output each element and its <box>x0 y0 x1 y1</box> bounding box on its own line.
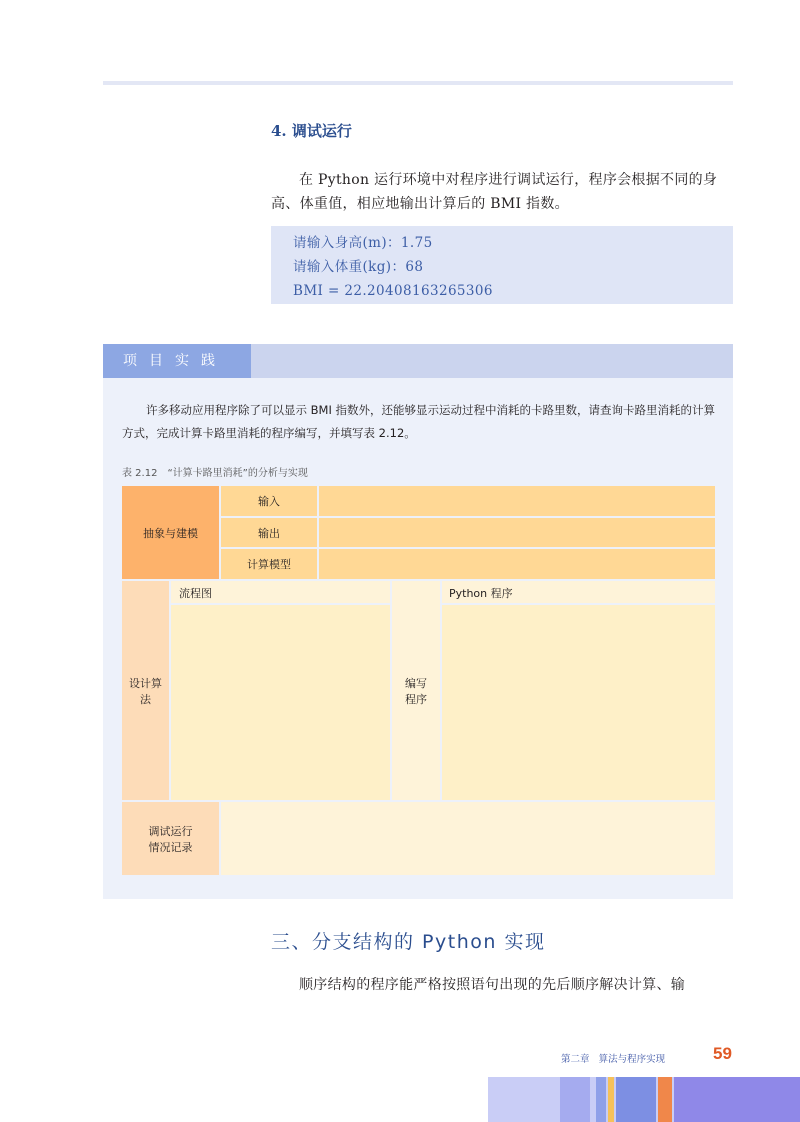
cell-debug-record-area[interactable] <box>221 802 715 875</box>
footer-band-stripe <box>616 1077 656 1122</box>
cell-model-value[interactable] <box>319 549 715 579</box>
footer-chapter <box>561 1051 665 1065</box>
cell-input-label: 输入 <box>221 486 317 516</box>
cell-abstract-modeling: 抽象与建模 <box>122 486 219 579</box>
table-caption-number: 表 2.12 <box>122 468 158 479</box>
project-header-bar <box>103 344 733 378</box>
footer-chapter-number: 第二章 <box>561 1054 590 1065</box>
footer-band-stripe <box>608 1077 614 1122</box>
footer-band-stripe <box>658 1077 672 1122</box>
cell-flowchart-area[interactable] <box>171 605 390 800</box>
cell-write-program: 编写程序 <box>392 581 440 800</box>
cell-output-label: 输出 <box>221 518 317 547</box>
page-number: 59 <box>713 1044 732 1063</box>
footer-band-stripe <box>674 1077 800 1122</box>
code-line-bmi: BMI = 22.20408163265306 <box>293 283 493 299</box>
table-caption-text: “计算卡路里消耗”的分析与实现 <box>167 468 308 479</box>
code-line-height: 请输入身高(m)：1.75 <box>293 235 433 251</box>
cell-python-label: Python 程序 <box>442 581 715 603</box>
debug-run-paragraph: 在 Python 运行环境中对程序进行调试运行，程序会根据不同的身高、体重值，相应地输出计算后的 BMI 指数。 <box>271 172 718 212</box>
cell-input-value[interactable] <box>319 486 715 516</box>
table-caption <box>122 464 308 479</box>
branch-paragraph: 顺序结构的程序能严格按照语句出现的先后顺序解决计算、输 <box>299 977 686 993</box>
cell-debug-record: 调试运行情况记录 <box>122 802 219 875</box>
cell-flowchart-label: 流程图 <box>171 581 390 603</box>
cell-python-area[interactable] <box>442 605 715 800</box>
footer-band-stripe <box>560 1077 590 1122</box>
project-tab-label: 项目实践 <box>103 344 251 378</box>
code-output-box <box>271 226 733 304</box>
analysis-table <box>122 486 715 875</box>
footer-chapter-title: 算法与程序实现 <box>598 1054 666 1065</box>
footer-band-stripe <box>596 1077 606 1122</box>
cell-model-label: 计算模型 <box>221 549 317 579</box>
code-line-weight: 请输入体重(kg)：68 <box>293 259 424 275</box>
cell-design-algorithm: 设计算法 <box>122 581 169 800</box>
project-paragraph: 许多移动应用程序除了可以显示 BMI 指数外，还能够显示运动过程中消耗的卡路里数，请查询卡路里消耗的计算方式，完成计算卡路里消耗的程序编写，并填写表 2.12。 <box>122 403 716 440</box>
section-heading-debug-run: 4. 调试运行 <box>271 122 352 140</box>
top-rule <box>103 81 733 85</box>
section-heading-branch: 三、分支结构的 Python 实现 <box>271 931 546 953</box>
cell-output-value[interactable] <box>319 518 715 547</box>
project-practice-panel <box>103 344 733 899</box>
